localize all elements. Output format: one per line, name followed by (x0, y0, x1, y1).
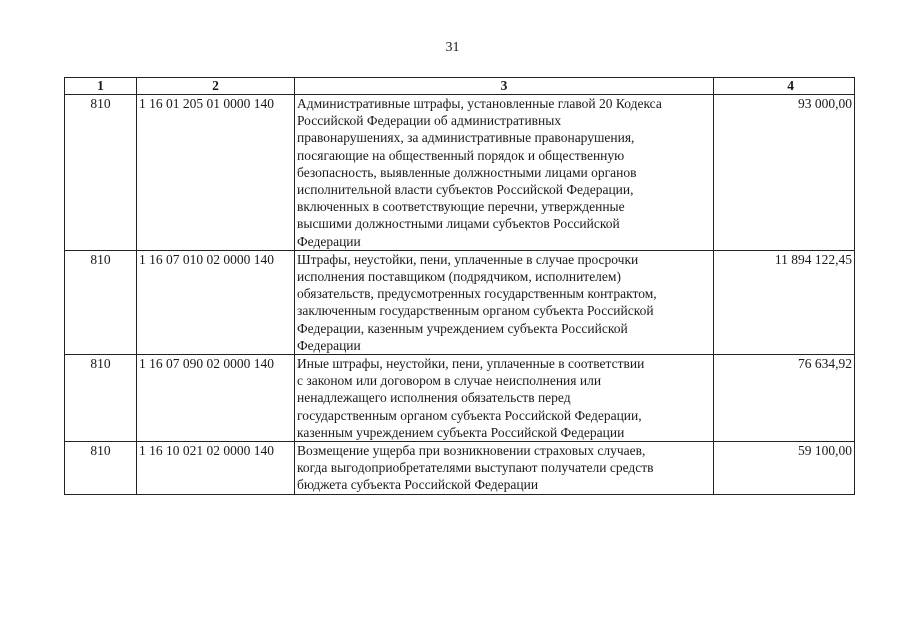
table-row (65, 250, 855, 354)
kbk-code-cell: 1 16 07 090 02 0000 140 (137, 355, 295, 442)
description-cell (295, 250, 714, 354)
description-line: обязательств, предусмотренных государственным контрактом, (297, 286, 657, 302)
header-col-1: 1 (65, 78, 137, 95)
budget-revenue-table (64, 77, 855, 495)
kbk-code-cell: 1 16 10 021 02 0000 140 (137, 442, 295, 495)
description-line: бюджета субъекта Российской Федерации (297, 477, 539, 493)
description-line: Российской Федерации об административных (297, 113, 562, 129)
description-line: исполнительной власти субъектов Российской Федерации, (297, 182, 634, 198)
header-row (65, 78, 855, 95)
description-line: Возмещение ущерба при возникновении страховых случаев, (297, 443, 646, 459)
description-line: Федерации, казенным учреждением субъекта Российской (297, 320, 628, 336)
description-line: ненадлежащего исполнения обязательств перед (297, 390, 571, 406)
amount-cell: 93 000,00 (714, 95, 855, 251)
admin-code-cell: 810 (65, 355, 137, 442)
description-line: включенных в соответствующие перечни, утвержденные (297, 199, 625, 215)
amount-cell: 11 894 122,45 (714, 250, 855, 354)
table-row (65, 355, 855, 442)
description-line: исполнения поставщиком (подрядчиком, исполнителем) (297, 269, 621, 285)
table-row (65, 95, 855, 251)
header-col-4: 4 (714, 78, 855, 95)
header-col-2: 2 (137, 78, 295, 95)
description-line: высшими должностными лицами субъектов Российской (297, 216, 620, 232)
page-number: 31 (445, 40, 460, 55)
description-cell (295, 355, 714, 442)
admin-code-cell: 810 (65, 442, 137, 495)
table-body (65, 95, 855, 495)
amount-cell: 76 634,92 (714, 355, 855, 442)
header-col-3: 3 (295, 78, 714, 95)
kbk-code-cell: 1 16 01 205 01 0000 140 (137, 95, 295, 251)
admin-code-cell: 810 (65, 250, 137, 354)
table-header (65, 78, 855, 95)
description-line: заключенным государственным органом субъекта Российской (297, 303, 654, 319)
description-line: правонарушениях, за административные правонарушения, (297, 130, 635, 146)
description-cell (295, 442, 714, 495)
description-line: посягающие на общественный порядок и общественную (297, 147, 625, 163)
description-line: Штрафы, неустойки, пени, уплаченные в случае просрочки (297, 251, 639, 267)
amount-cell: 59 100,00 (714, 442, 855, 495)
description-cell (295, 95, 714, 251)
admin-code-cell: 810 (65, 95, 137, 251)
description-line: безопасность, выявленные должностными лицами органов (297, 164, 637, 180)
description-line: с законом или договором в случае неисполнения или (297, 373, 602, 389)
description-line: государственным органом субъекта Российской Федерации, (297, 407, 642, 423)
kbk-code-cell: 1 16 07 010 02 0000 140 (137, 250, 295, 354)
description-line: Иные штрафы, неустойки, пени, уплаченные в соответствии (297, 356, 645, 372)
description-line: казенным учреждением субъекта Российской Федерации (297, 424, 625, 440)
table-row (65, 442, 855, 495)
description-line: Федерации (297, 233, 361, 249)
description-line: Административные штрафы, установленные главой 20 Кодекса (297, 96, 662, 111)
description-line: когда выгодоприобретателями выступают получатели средств (297, 460, 654, 476)
description-line: Федерации (297, 337, 361, 353)
